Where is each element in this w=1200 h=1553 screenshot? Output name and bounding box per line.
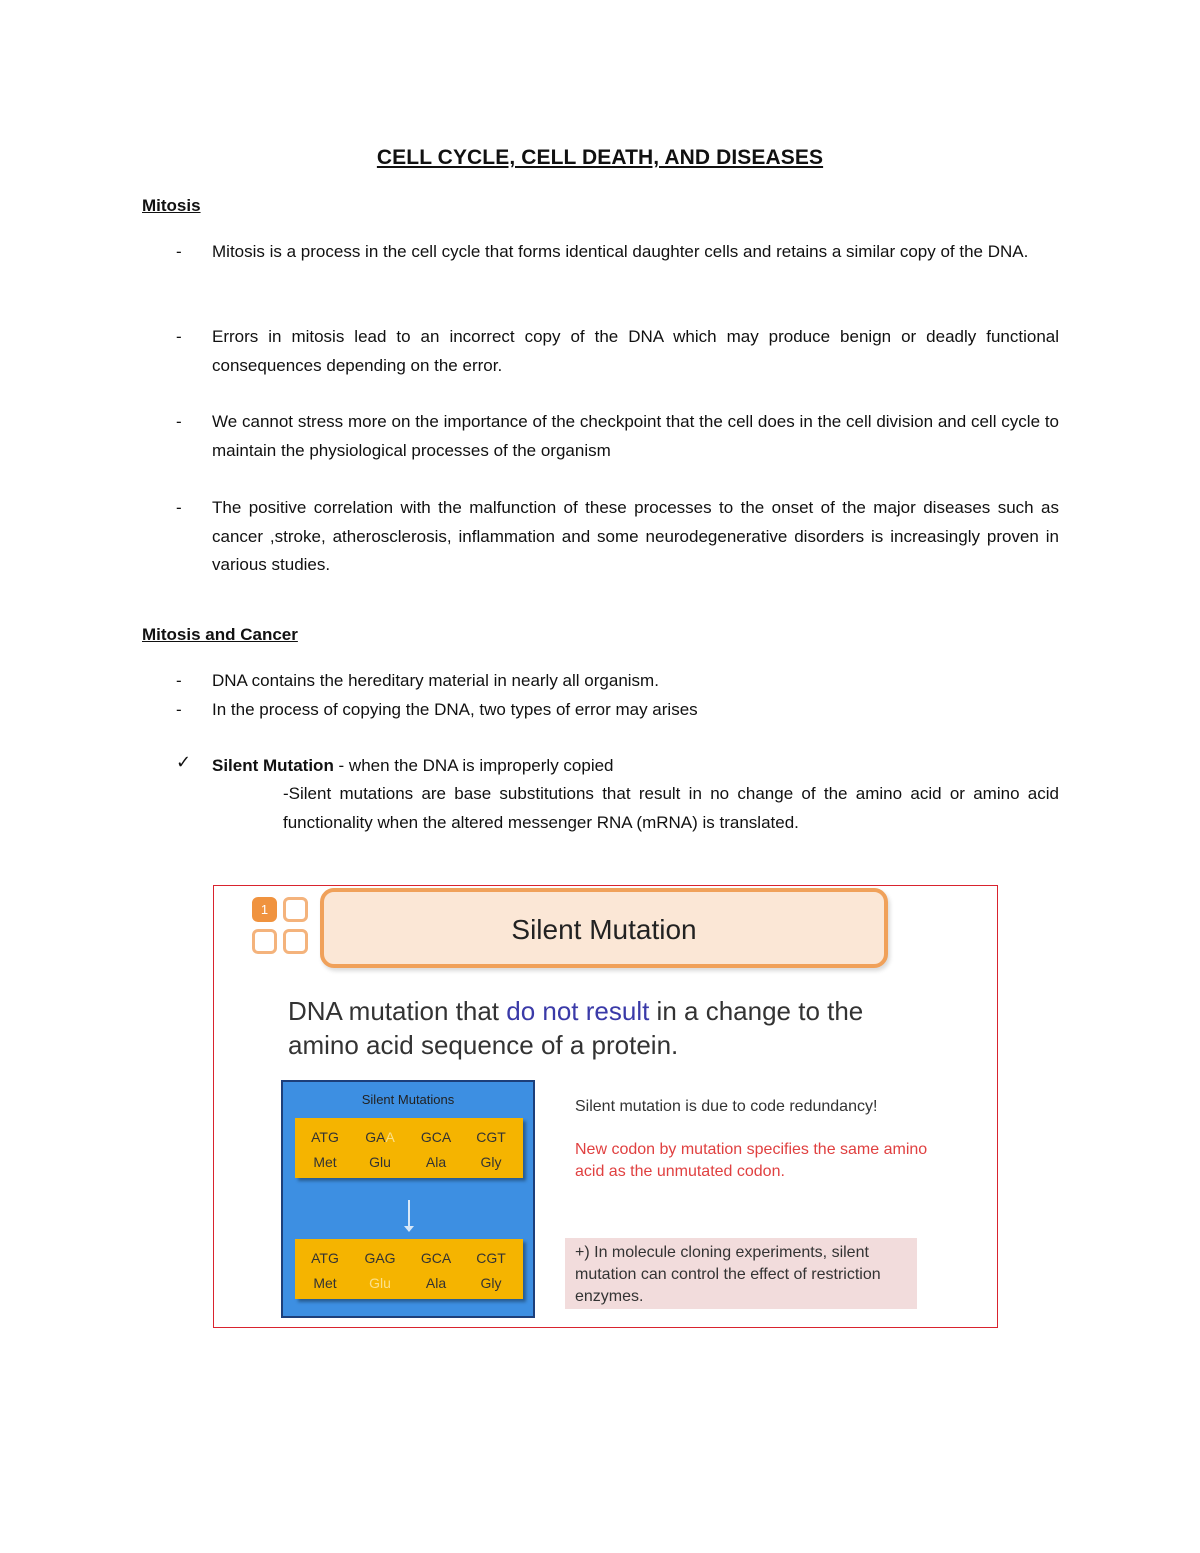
codon: CGT	[476, 1129, 506, 1145]
amino-acid: Ala	[425, 1154, 447, 1170]
definition-text	[288, 994, 938, 1062]
definition-highlight: do not result	[506, 996, 650, 1026]
codon: ATG	[311, 1250, 339, 1266]
silent-mutation-term: Silent Mutation	[212, 756, 334, 775]
amino-acid: Glu	[369, 1275, 391, 1291]
bullet-text: Mitosis is a process in the cell cycle that forms identical daughter cells and retains a similar copy of the DNA.	[212, 242, 1029, 261]
codon	[356, 1250, 404, 1266]
codon-changed-base: G	[384, 1250, 396, 1266]
bullet-marker: -	[176, 498, 182, 517]
amino-acid: Met	[313, 1154, 337, 1170]
bullet-text: DNA contains the hereditary material in nearly all organism.	[212, 671, 659, 690]
amino-acid: Met	[313, 1275, 337, 1291]
codon-prefix: GA	[365, 1129, 386, 1145]
section-heading-mitosis-cancer: Mitosis and Cancer	[142, 625, 298, 644]
page-title: CELL CYCLE, CELL DEATH, AND DISEASES	[376, 146, 824, 169]
definition-part2: in a change to the amino acid sequence of a protein.	[288, 996, 864, 1060]
bullet-marker: -	[176, 700, 182, 719]
amino-acid: Glu	[369, 1154, 391, 1170]
codon: GCA	[420, 1250, 452, 1266]
silent-mutation-figure	[213, 885, 998, 1328]
figure-banner	[320, 888, 888, 968]
bullet-marker: -	[176, 242, 182, 261]
checkmark-icon: ✓	[176, 752, 192, 772]
codon	[356, 1129, 404, 1145]
codon: CGT	[476, 1250, 506, 1266]
step-number-badge: 1	[252, 897, 277, 922]
codon-table-title: Silent Mutations	[361, 1092, 455, 1107]
bullet-marker: -	[176, 327, 182, 346]
cloning-note-box	[565, 1238, 917, 1309]
codon: ATG	[311, 1129, 339, 1145]
grid-square-icon	[283, 897, 308, 922]
bullet-text: The positive correlation with the malfunction of these processes to the onset of the major diseases such as cancer ,stroke, atherosclerosis, inflammation and some neurodegenerative disorders is increasingly proven in various studies.	[212, 498, 1059, 574]
codon-table	[281, 1080, 535, 1318]
redundancy-note: Silent mutation is due to code redundancy!	[575, 1098, 878, 1115]
grid-square-icon	[252, 929, 277, 954]
amino-acid: Gly	[480, 1154, 502, 1170]
codon-prefix: GA	[364, 1250, 385, 1266]
mutated-codon-panel	[295, 1239, 523, 1299]
definition-part1: DNA mutation that	[288, 996, 507, 1026]
section-heading-mitosis: Mitosis	[142, 196, 201, 215]
silent-mutation-desc: - when the DNA is improperly copied	[333, 756, 614, 775]
codon-changed-base: A	[385, 1129, 395, 1145]
bullet-text: Errors in mitosis lead to an incorrect copy of the DNA which may produce benign or deadly functional consequences depending on the error.	[212, 327, 1059, 375]
silent-mutation-subtext: -Silent mutations are base substitutions that result in no change of the amino acid or amino acid functionality when the altered messenger RNA (mRNA) is translated.	[283, 784, 1059, 832]
arrow-down-icon	[404, 1226, 414, 1232]
bullet-text: We cannot stress more on the importance of the checkpoint that the cell does in the cell division and cell cycle to maintain the physiological processes of the organism	[212, 412, 1059, 460]
amino-acid: Ala	[425, 1275, 447, 1291]
cloning-note: +) In molecule cloning experiments, silent mutation can control the effect of restriction enzymes.	[575, 1244, 881, 1305]
original-codon-panel	[295, 1118, 523, 1178]
silent-mutation-line	[212, 752, 614, 781]
bullet-marker: -	[176, 412, 182, 431]
banner-title: Silent Mutation	[511, 914, 697, 945]
codon: GCA	[420, 1129, 452, 1145]
grid-square-icon	[283, 929, 308, 954]
bullet-text: In the process of copying the DNA, two types of error may arises	[212, 700, 698, 719]
mutation-arrow	[408, 1200, 410, 1228]
bullet-marker: -	[176, 671, 182, 690]
amino-acid: Gly	[480, 1275, 502, 1291]
codon-note: New codon by mutation specifies the same amino acid as the unmutated codon.	[575, 1141, 928, 1180]
